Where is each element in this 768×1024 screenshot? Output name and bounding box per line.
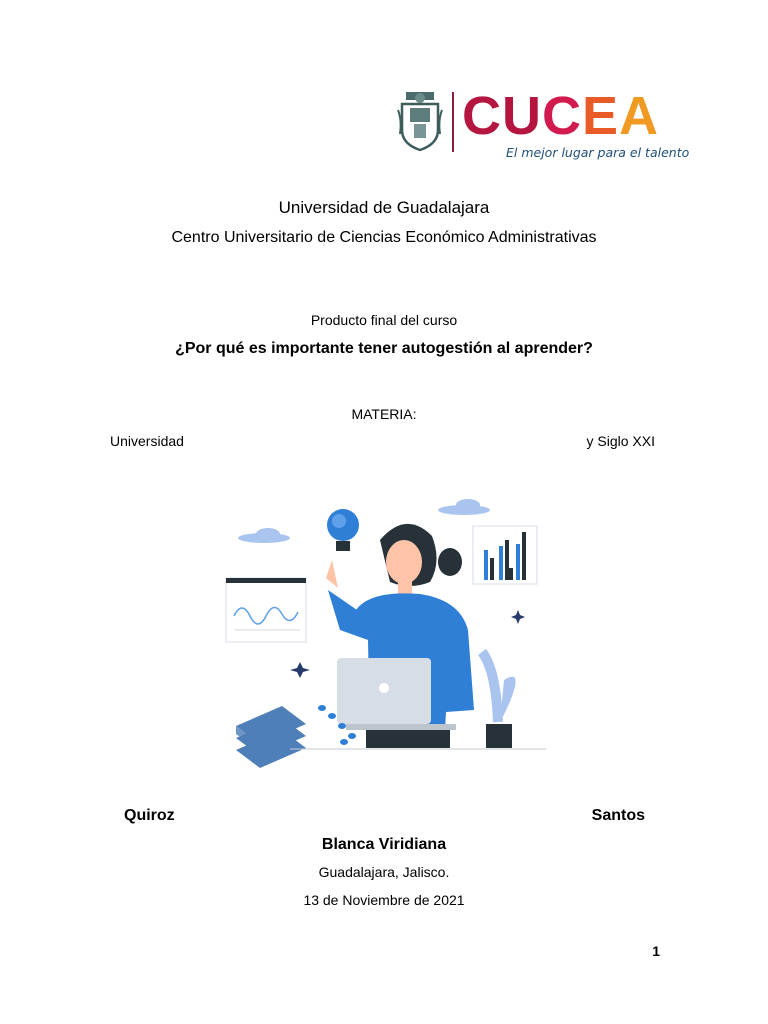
author-surname-left: Quiroz xyxy=(124,807,175,824)
subject-label: MATERIA: xyxy=(351,406,417,422)
sparkle-icon xyxy=(511,610,525,624)
subject-name-right: y Siglo XXI xyxy=(586,433,655,449)
document-title: ¿Por qué es importante tener autogestión al aprender? xyxy=(175,340,593,357)
cloud-icon xyxy=(238,528,290,543)
author-surname-right: Santos xyxy=(591,807,645,824)
center-name: Centro Universitario de Ciencias Económico Administrativas xyxy=(171,229,597,246)
woman-figure xyxy=(326,524,474,748)
sparkle-icon xyxy=(290,662,310,678)
logo-tagline: El mejor lugar para el talento xyxy=(506,145,690,160)
cucea-logo xyxy=(396,86,690,168)
place: Guadalajara, Jalisco. xyxy=(318,864,450,880)
plant-icon xyxy=(478,646,515,748)
books-stack-icon xyxy=(236,706,306,768)
line-chart-board xyxy=(226,578,306,642)
bar-chart-board xyxy=(473,526,537,584)
cloud-icon xyxy=(438,499,490,515)
page-number: 1 xyxy=(652,943,660,959)
subject-name-left: Universidad xyxy=(110,433,184,449)
university-name: Universidad de Guadalajara xyxy=(278,198,490,217)
lightbulb-icon xyxy=(327,509,359,551)
logo-wordmark: CUCEA xyxy=(462,86,660,146)
logo-divider xyxy=(452,92,454,152)
product-label: Producto final del curso xyxy=(310,312,458,328)
study-illustration xyxy=(220,490,550,775)
date: 13 de Noviembre de 2021 xyxy=(303,892,465,908)
udg-seal-icon xyxy=(396,90,444,152)
author-name: Blanca Viridiana xyxy=(321,836,447,853)
